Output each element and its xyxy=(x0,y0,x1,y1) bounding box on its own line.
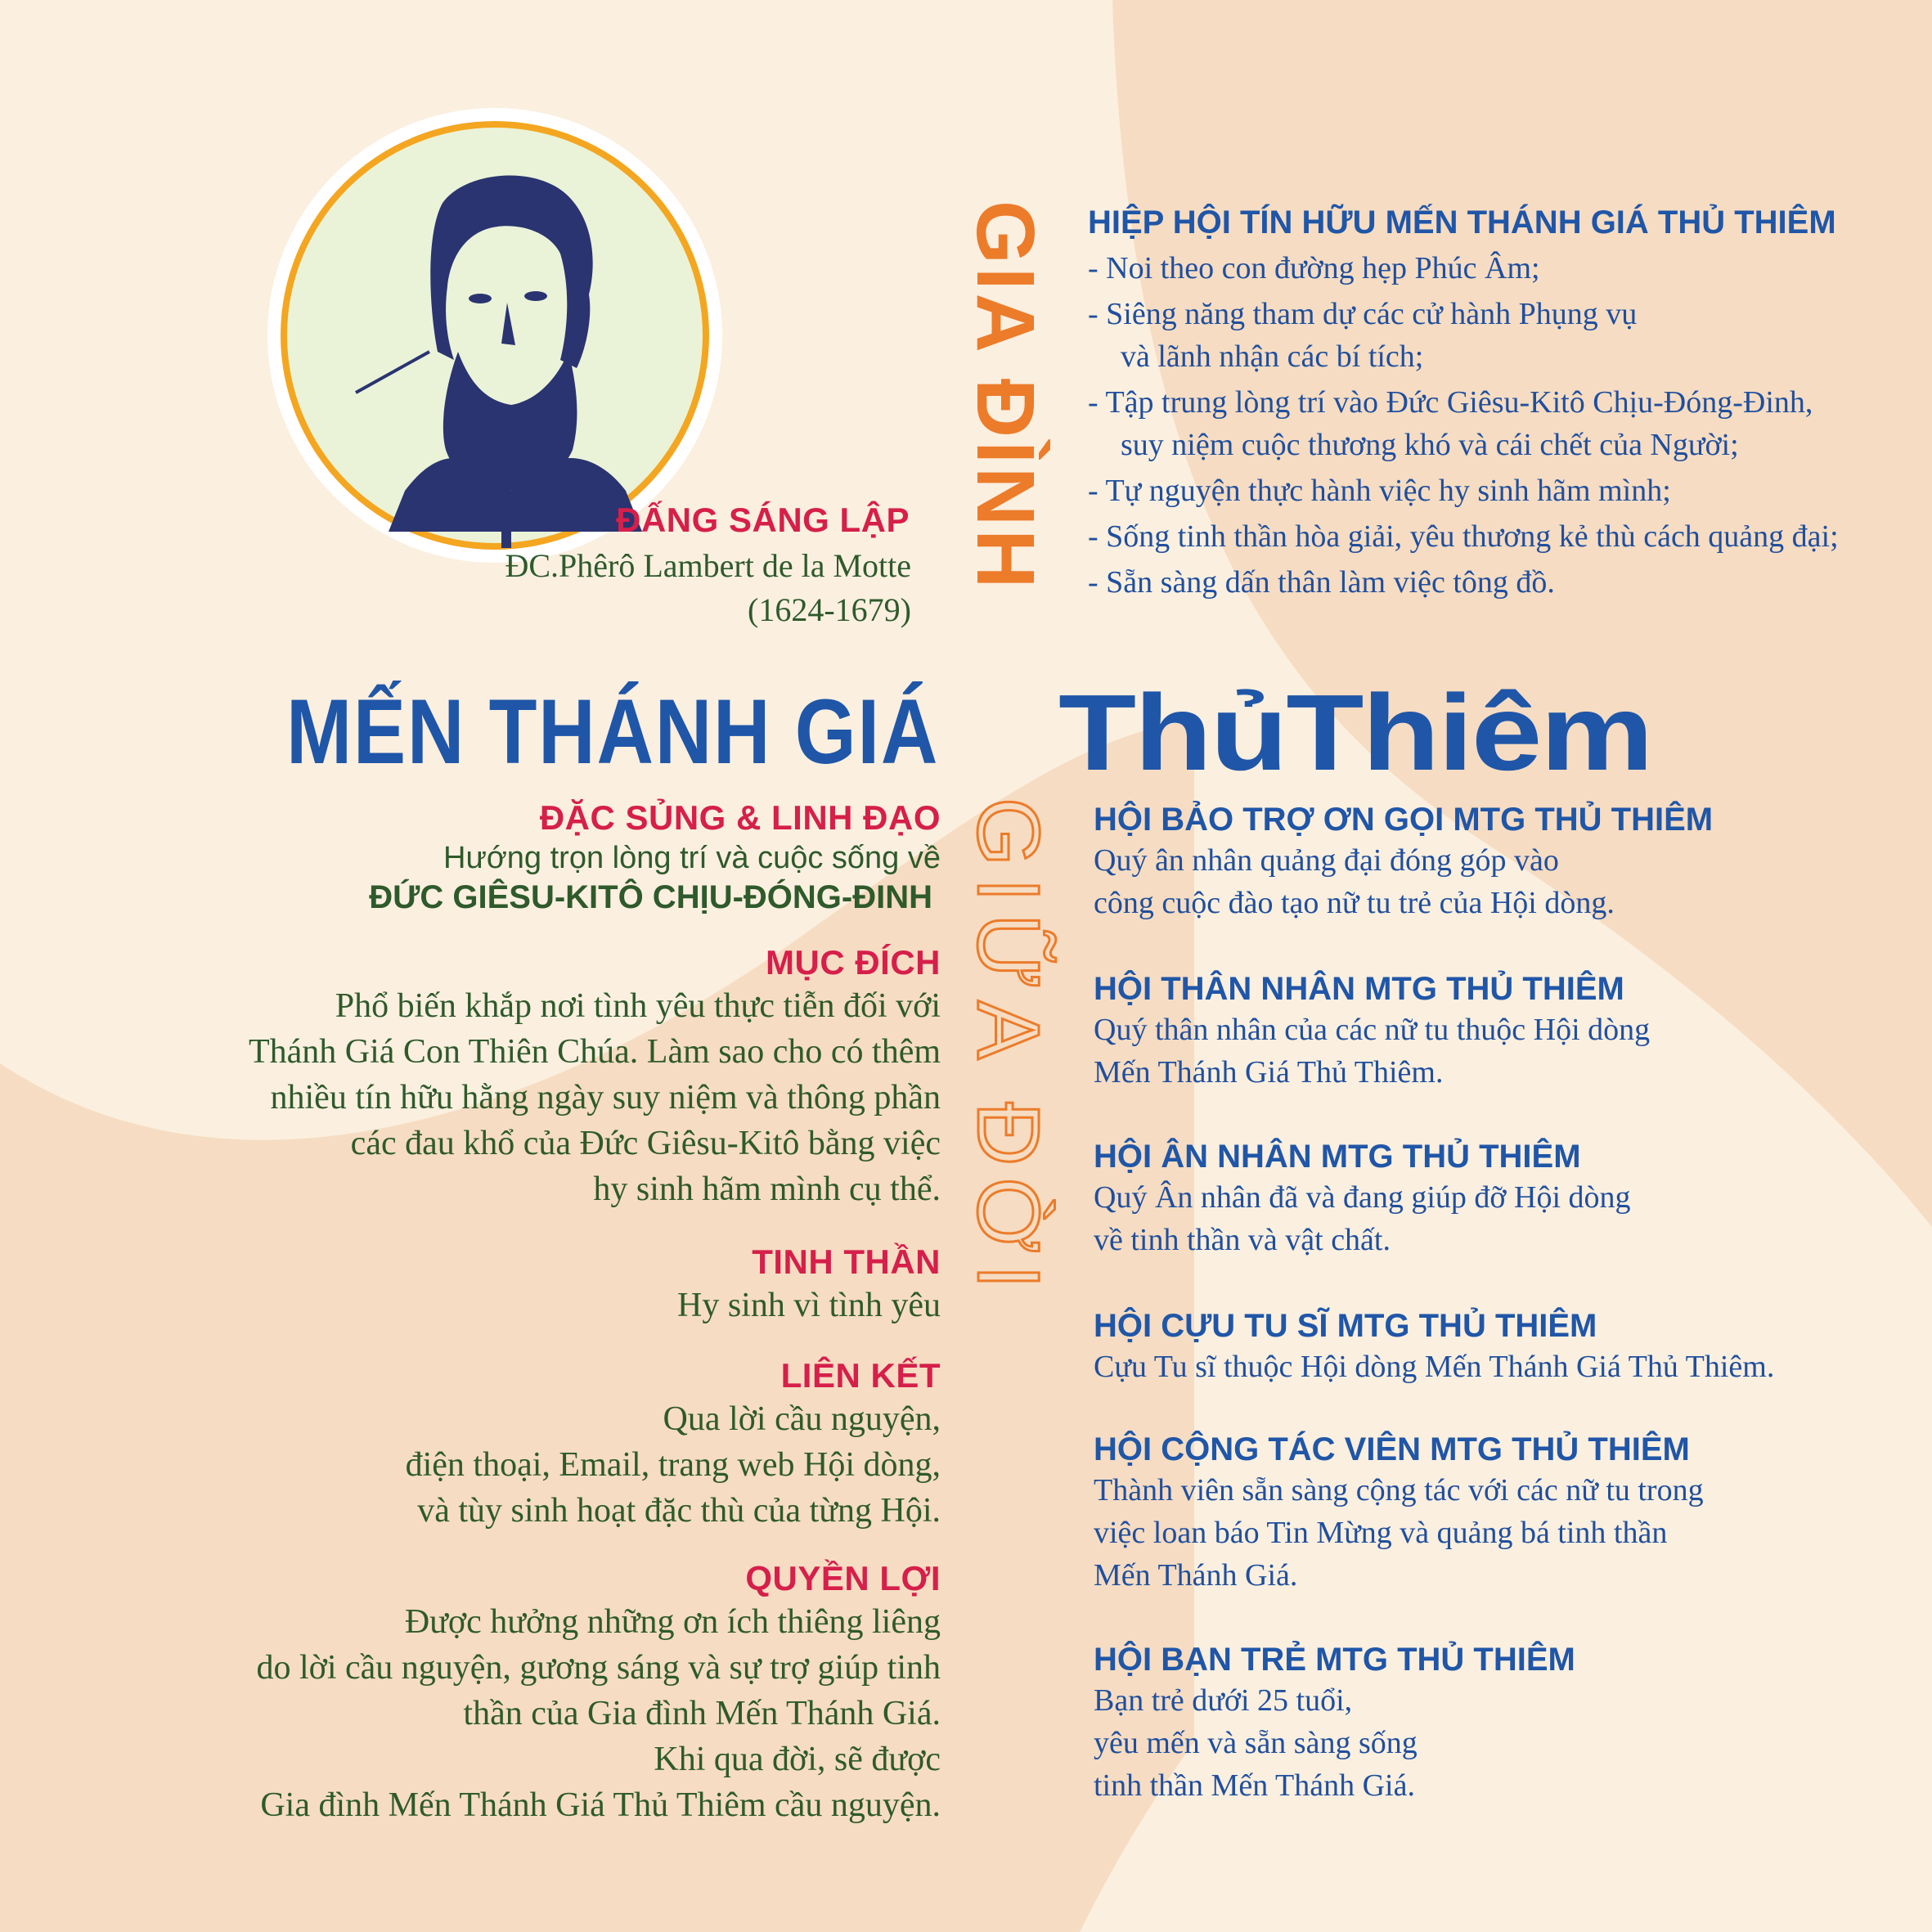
item-line: - Tập trung lòng trí vào Đức Giêsu-Kitô Chịu-Đóng-Đinh, xyxy=(1088,385,1813,420)
item-line: - Noi theo con đường hẹp Phúc Âm; xyxy=(1088,251,1540,285)
group-heading: HỘI CỘNG TÁC VIÊN MTG THỦ THIÊM xyxy=(1094,1431,1690,1467)
section-line: Gia đình Mến Thánh Giá Thủ Thiêm cầu nguyện. xyxy=(260,1786,941,1824)
item-line-continued: suy niệm cuộc thương khó và cái chết của Người; xyxy=(1121,428,1739,462)
group-heading: HỘI BẢO TRỢ ƠN GỌI MTG THỦ THIÊM xyxy=(1094,802,1714,838)
group-line: yêu mến và sẵn sàng sống xyxy=(1094,1726,1418,1760)
list-item xyxy=(1088,514,1839,559)
group-heading: HỘI CỰU TU SĨ MTG THỦ THIÊM xyxy=(1094,1308,1597,1344)
section-benefit xyxy=(256,1558,941,1828)
section-line: Thánh Giá Con Thiên Chúa. Làm sao cho có thêm xyxy=(248,1033,941,1071)
vertical-title-giua-doi: GIỮA ĐỜI xyxy=(959,798,1058,1301)
founder-heading: ĐẤNG SÁNG LẬP xyxy=(616,501,910,539)
group-benefactors xyxy=(1094,1137,1631,1261)
group-line: Quý ân nhân quảng đại đóng góp vào xyxy=(1094,843,1559,878)
group-collaborators xyxy=(1094,1430,1704,1597)
list-item xyxy=(1088,380,1839,468)
section-line: do lời cầu nguyện, gương sáng và sự trợ giúp tinh xyxy=(256,1649,941,1687)
section-spirit xyxy=(677,1242,941,1328)
section-heading: LIÊN KẾT xyxy=(780,1356,941,1395)
section-heading: QUYỀN LỢI xyxy=(745,1559,941,1597)
group-heading: HỘI THÂN NHÂN MTG THỦ THIÊM xyxy=(1094,971,1624,1007)
section-link xyxy=(406,1355,941,1534)
association-section xyxy=(1088,203,1839,605)
title-men-thanh-gia: MẾN THÁNH GIÁ xyxy=(285,681,939,783)
section-heading: MỤC ĐÍCH xyxy=(766,943,941,982)
section-line: thần của Gia đình Mến Thánh Giá. xyxy=(463,1695,941,1732)
group-vocation-sponsors xyxy=(1094,800,1713,924)
group-line: Mến Thánh Giá Thủ Thiêm. xyxy=(1094,1055,1444,1090)
section-text: Hướng trọn lòng trí và cuộc sống về xyxy=(443,841,941,875)
list-item xyxy=(1088,245,1839,291)
section-emphasis: ĐỨC GIÊSU-KITÔ CHỊU-ĐÓNG-ĐINH xyxy=(369,879,932,915)
item-line-continued: và lãnh nhận các bí tích; xyxy=(1121,339,1424,374)
list-item xyxy=(1088,559,1839,605)
section-line: Qua lời cầu nguyện, xyxy=(663,1400,941,1438)
section-spirituality xyxy=(369,798,941,917)
item-line: - Siêng năng tham dự các cử hành Phụng vụ xyxy=(1088,297,1638,331)
group-line: Bạn trẻ dưới 25 tuổi, xyxy=(1094,1683,1353,1718)
section-line: hy sinh hãm mình cụ thể. xyxy=(593,1170,941,1208)
group-line: Cựu Tu sĩ thuộc Hội dòng Mến Thánh Giá Thủ Thiêm. xyxy=(1094,1350,1775,1384)
group-youth xyxy=(1094,1640,1575,1807)
section-line: Hy sinh vì tình yêu xyxy=(677,1287,941,1324)
group-heading: HỘI BẠN TRẺ MTG THỦ THIÊM xyxy=(1094,1642,1575,1678)
section-line: Phổ biến khắp nơi tình yêu thực tiễn đối với xyxy=(335,987,941,1025)
section-heading: TINH THẦN xyxy=(752,1242,941,1281)
section-line: điện thoại, Email, trang web Hội dòng, xyxy=(405,1446,941,1484)
group-line: Thành viên sẵn sàng cộng tác với các nữ tu trong xyxy=(1094,1473,1704,1507)
title-thu-thiem: ThủThiêm xyxy=(1058,672,1652,793)
section-line: các đau khổ của Đức Giêsu-Kitô bằng việc xyxy=(350,1125,941,1162)
section-line: Khi qua đời, sẽ được xyxy=(654,1741,941,1778)
group-line: Mến Thánh Giá. xyxy=(1094,1558,1298,1593)
section-line: và tùy sinh hoạt đặc thù của từng Hội. xyxy=(417,1492,941,1530)
item-line: - Sống tinh thần hòa giải, yêu thương kẻ thù cách quảng đại; xyxy=(1088,519,1839,554)
association-heading: HIỆP HỘI TÍN HỮU MẾN THÁNH GIÁ THỦ THIÊM xyxy=(1088,204,1836,240)
group-line: việc loan báo Tin Mừng và quảng bá tinh thần xyxy=(1094,1516,1668,1550)
item-line: - Sẵn sàng dấn thân làm việc tông đồ. xyxy=(1088,565,1555,600)
vertical-title-gia-dinh: GIA ĐÌNH xyxy=(959,200,1051,592)
group-line: về tinh thần và vật chất. xyxy=(1094,1223,1391,1257)
list-item xyxy=(1088,291,1839,380)
group-line: Quý Ân nhân đã và đang giúp đỡ Hội dòng xyxy=(1094,1180,1631,1215)
section-purpose xyxy=(249,942,941,1212)
founder-years: (1624-1679) xyxy=(748,591,911,628)
item-line: - Tự nguyện thực hành việc hy sinh hãm mình; xyxy=(1088,474,1671,508)
founder-portrait-icon xyxy=(266,106,724,564)
list-item xyxy=(1088,468,1839,514)
group-line: tinh thần Mến Thánh Giá. xyxy=(1094,1768,1415,1803)
group-line: Quý thân nhân của các nữ tu thuộc Hội dòng xyxy=(1094,1013,1651,1047)
founder-name: ĐC.Phêrô Lambert de la Motte xyxy=(505,547,911,584)
group-line: công cuộc đào tạo nữ tu trẻ của Hội dòng. xyxy=(1094,886,1615,920)
group-heading: HỘI ÂN NHÂN MTG THỦ THIÊM xyxy=(1094,1139,1581,1175)
section-heading: ĐẶC SỦNG & LINH ĐẠO xyxy=(539,798,941,837)
section-line: Được hưởng những ơn ích thiêng liêng xyxy=(404,1603,941,1641)
section-line: nhiều tín hữu hằng ngày suy niệm và thông phần xyxy=(270,1079,941,1117)
group-former-religious xyxy=(1094,1306,1774,1388)
group-relatives xyxy=(1094,969,1650,1094)
